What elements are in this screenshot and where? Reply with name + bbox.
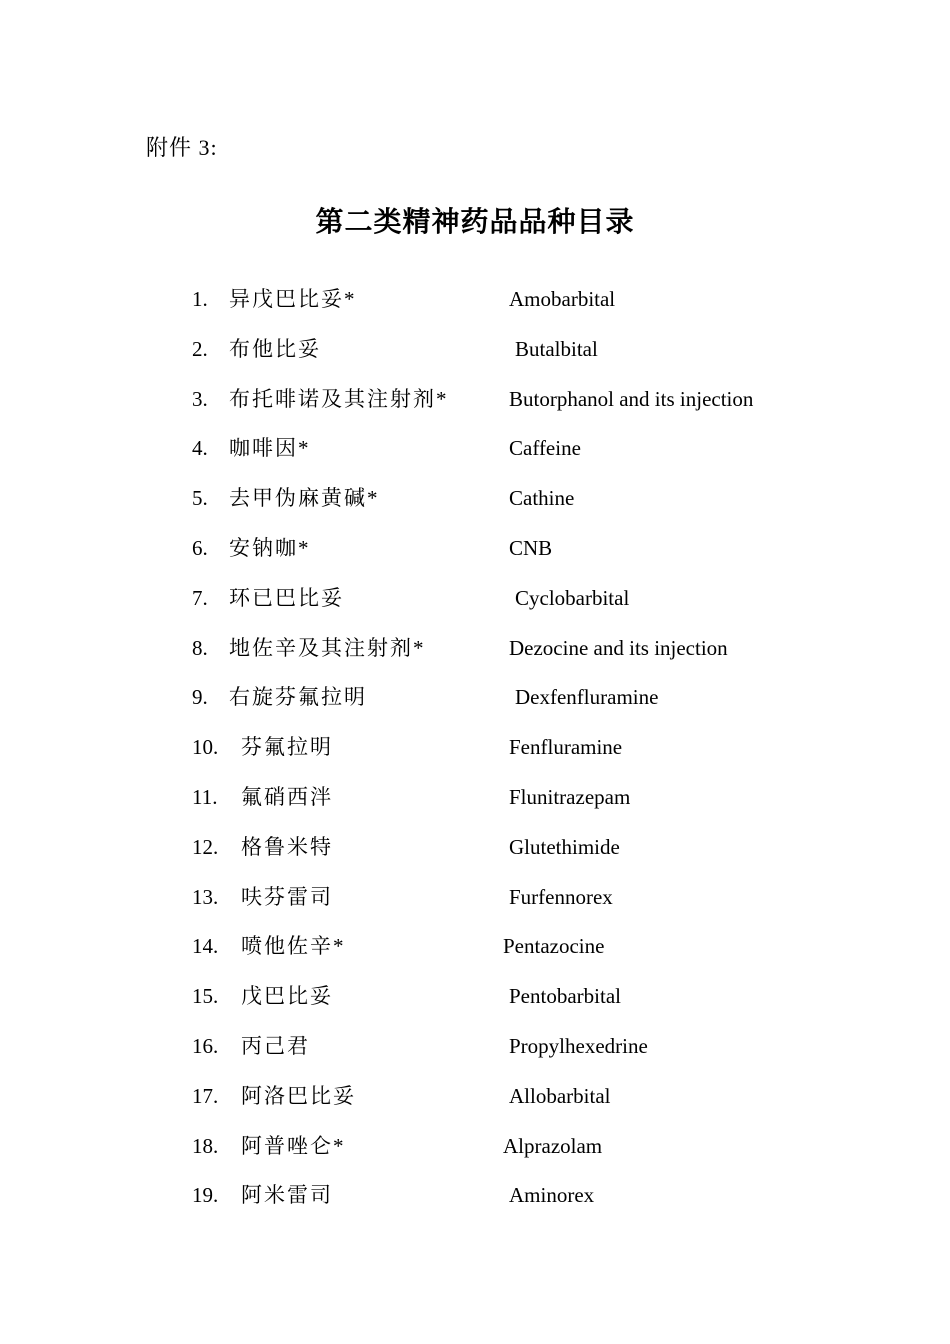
item-chinese-name: 戊巴比妥 [241,984,333,1009]
item-chinese-name: 咖啡因* [229,436,311,461]
item-english-name: Cathine [509,486,575,511]
item-english-name: Dezocine and its injection [509,635,728,660]
item-chinese-name: 右旋芬氟拉明 [229,685,367,710]
item-chinese-name: 布他比妥 [229,336,321,361]
item-number: 18. [192,1133,219,1158]
item-number: 10. [192,735,219,760]
item-number: 19. [192,1183,219,1208]
item-chinese-name: 环已巴比妥 [229,585,344,610]
attachment-label: 附件 3: [146,135,218,160]
item-english-name: Alprazolam [503,1133,603,1158]
item-number: 4. [192,436,208,461]
item-chinese-name: 喷他佐辛* [241,934,346,959]
item-number: 2. [192,336,208,361]
item-number: 5. [192,486,208,511]
item-chinese-name: 芬氟拉明 [241,735,333,760]
item-chinese-name: 布托啡诺及其注射剂* [229,386,449,411]
item-number: 6. [192,535,208,560]
item-english-name: Butorphanol and its injection [509,386,754,411]
item-chinese-name: 格鲁米特 [241,834,333,859]
item-number: 17. [192,1083,219,1108]
item-english-name: Furfennorex [509,884,613,909]
item-number: 1. [192,287,208,311]
item-english-name: Dexfenfluramine [515,685,659,710]
item-number: 15. [192,984,219,1009]
item-english-name: Flunitrazepam [509,784,631,809]
item-english-name: Cyclobarbital [515,585,630,610]
item-english-name: Propylhexedrine [509,1033,648,1058]
item-english-name: Pentobarbital [509,984,621,1009]
item-chinese-name: 异戊巴比妥* [229,287,357,311]
item-number: 16. [192,1033,219,1058]
item-english-name: Amobarbital [509,287,616,311]
item-chinese-name: 地佐辛及其注射剂* [229,635,426,660]
item-chinese-name: 阿普唑仑* [241,1133,346,1158]
item-number: 7. [192,585,208,610]
item-english-name: Aminorex [509,1183,595,1208]
item-chinese-name: 氟硝西泮 [241,784,333,809]
item-number: 13. [192,884,219,909]
page-title: 第二类精神药品品种目录 [315,207,635,238]
item-english-name: Butalbital [515,336,598,361]
item-number: 9. [192,685,208,710]
item-chinese-name: 阿洛巴比妥 [241,1083,356,1108]
item-chinese-name: 去甲伪麻黄碱* [229,486,380,511]
item-number: 14. [192,934,219,959]
item-chinese-name: 呋芬雷司 [241,884,333,909]
item-english-name: Pentazocine [503,934,605,959]
item-number: 8. [192,635,208,660]
item-english-name: Caffeine [509,436,581,461]
item-english-name: CNB [509,535,553,560]
item-english-name: Fenfluramine [509,735,623,760]
item-number: 12. [192,834,219,859]
item-english-name: Allobarbital [509,1083,611,1108]
item-number: 3. [192,386,208,411]
item-number: 11. [192,784,218,809]
item-english-name: Glutethimide [509,834,620,859]
item-chinese-name: 安钠咖* [229,535,311,560]
item-chinese-name: 阿米雷司 [241,1183,333,1208]
item-chinese-name: 丙己君 [241,1033,310,1058]
